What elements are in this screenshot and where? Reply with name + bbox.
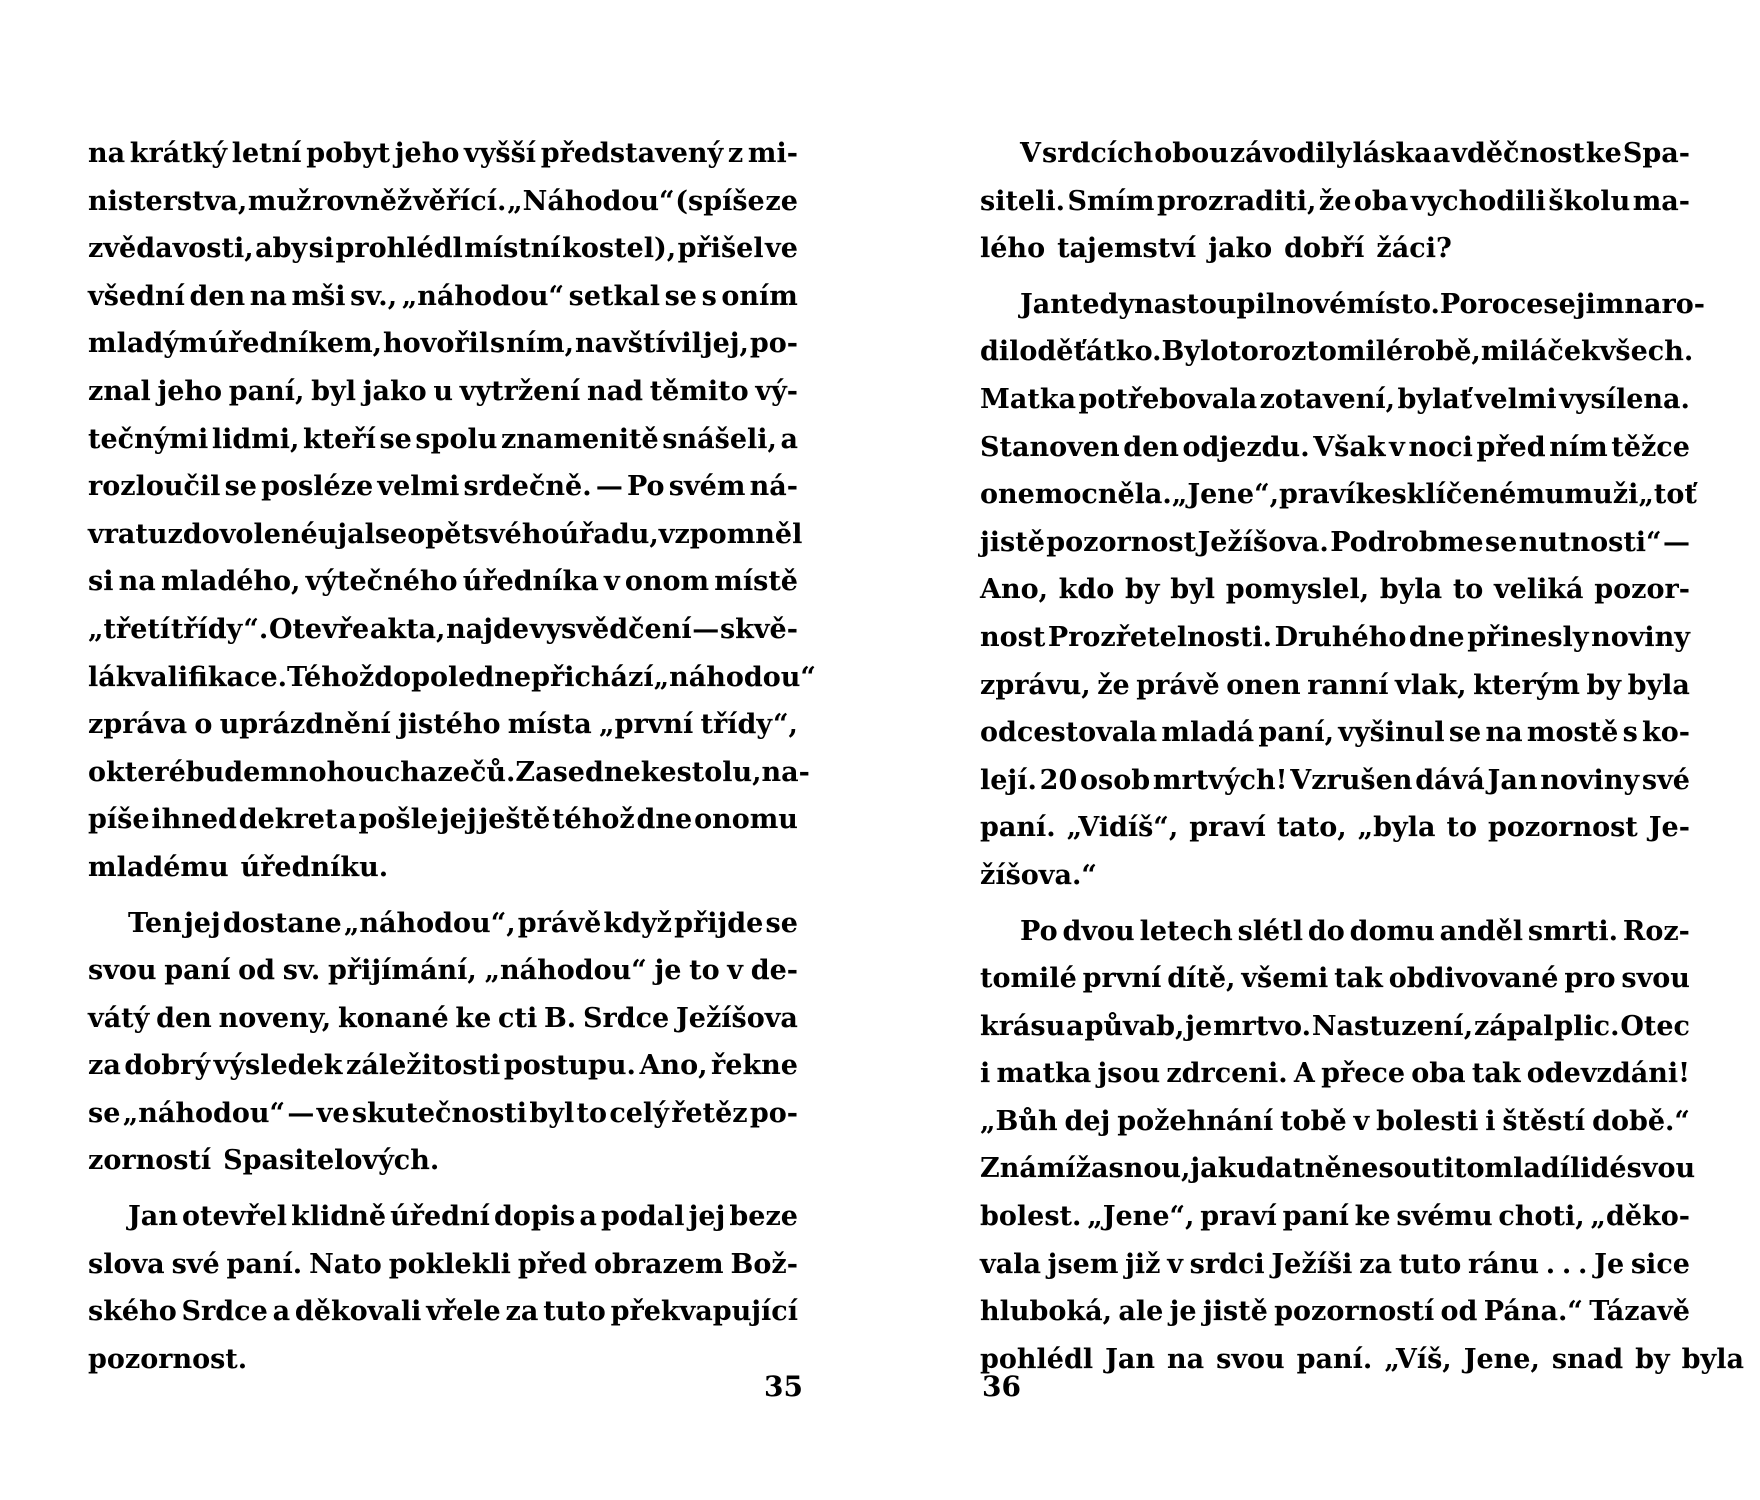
text-line: bolest. „Jene“, praví paní ke svému choti, „děko- [980,1201,1690,1233]
text-line: za dobrý výsledek záležitosti postupu. Ano, řekne [88,1050,798,1082]
text-line: rozloučil se posléze velmi srdečně. — Po svém ná- [88,471,798,503]
text-line: Jan otevřel klidně úřední dopis a podal jej beze [128,1201,798,1233]
text-line: se „náhodou“ — ve skutečnosti byl to celý řetěz po- [88,1097,798,1129]
text-line: pozornost. [88,1343,248,1375]
text-line: odcestovala mladá paní, vyšinul se na mostě s ko- [980,717,1690,749]
text-line: zpráva o uprázdnění jistého místa „první třídy“, [88,709,798,741]
paragraph [980,130,1690,273]
text-line: ského Srdce a děkovali vřele za tuto překvapující [88,1296,798,1328]
text-line: V srdcích obou závodily láska a vděčnost ke Spa- [1020,138,1690,169]
text-line: si na mladého, výtečného úředníka v onom místě [88,566,798,598]
paragraph [88,130,816,892]
text-line: lého tajemství jako dobří žáci? [980,233,1452,265]
paragraph-gap [980,273,1690,281]
left-page-number: 35 [764,1370,803,1403]
text-line: žíšova.“ [980,859,1097,891]
paragraph [980,281,1705,900]
text-line: znal jeho paní, byl jako u vytržení nad těmito vý- [88,375,798,407]
text-line: na krátký letní pobyt jeho vyšší představený z mi- [88,138,798,169]
text-line: vátý den noveny, konané ke cti B. Srdce Ježíšova [88,1002,798,1034]
text-line: lá kvalifikace. Téhož dopoledne přichází „náhodou“ [88,661,816,693]
text-line: Známí žasnou, jak udatně nesou tito mladí lidé svou [980,1153,1696,1185]
text-line: Ten jej dostane „náhodou“, právě když přijde se [128,907,798,939]
text-line: zvědavosti, aby si prohlédl místní kostel), přišel ve [88,233,798,265]
paragraph-gap [88,892,798,900]
text-line: nisterstva, muž rovněž věřící. „Náhodou“ (spíše ze [88,185,798,217]
text-line: zprávu, že právě onen ranní vlak, kterým by byla [980,669,1690,701]
text-line: nost Prozřetelnosti. Druhého dne přinesly noviny [980,621,1690,653]
text-line: krásu a půvab, je mrtvo. Nastuzení, zápal plic. Otec [980,1010,1690,1042]
text-line: mladému úředníku. [88,851,389,883]
text-line: Po dvou letech slétl do domu anděl smrti. Roz- [1020,915,1690,947]
text-line: píše ihned dekret a pošle jej ještě téhož dne onomu [88,804,798,836]
text-line: Matka potřebovala zotavení, bylať velmi vysílena. [980,383,1690,415]
text-line: i matka jsou zdrceni. A přece oba tak odevzdáni! [980,1058,1690,1090]
text-line: paní. „Vidíš“, praví tato, „byla to pozornost Je- [980,812,1690,844]
paragraph-gap [88,1185,798,1193]
text-line: dilo děťátko. Bylo to roztomilé robě, miláček všech. [980,336,1694,368]
right-page [980,130,1744,1383]
text-line: hluboká, ale je jistě pozorností od Pána.“ Tázavě [980,1296,1690,1328]
paragraph-gap [980,900,1690,908]
text-line: všední den na mši sv., „náhodou“ setkal se s oním [88,280,798,312]
text-line: onemocněla. „Jene“, praví ke sklíčenému muži „toť [980,479,1697,511]
right-page-number: 36 [982,1370,1021,1403]
text-line: vratu z dovolené ujal se opět svého úřadu, vzpomněl [88,518,803,550]
left-page [88,130,816,1383]
text-line: o které bude mnoho uchazečů. Zasedne ke stolu, na- [88,756,810,788]
text-line: svou paní od sv. přijímání, „náhodou“ je to v de- [88,955,798,987]
paragraph [88,900,798,1186]
text-line: siteli. Smím prozraditi, že oba vychodili školu ma- [980,185,1690,217]
text-line: „třetí třídy“. Otevře akta, najde vysvědčení — skvě- [88,613,798,645]
text-line: lejí. 20 osob mrtvých! Vzrušen dává Jan noviny své [980,764,1690,796]
paragraph [88,1193,798,1383]
text-line: vala jsem již v srdci Ježíši za tuto ránu . . . Je sice [980,1248,1690,1280]
text-line: tečnými lidmi, kteří se spolu znamenitě snášeli, a [88,423,798,455]
text-line: Jan tedy nastoupil nové místo. Po roce se jim naro- [1020,288,1705,320]
text-line: zorností Spasitelových. [88,1145,440,1177]
text-line: tomilé první dítě, všemi tak obdivované pro svou [980,963,1690,995]
paragraph [980,908,1744,1384]
text-line: „Bůh dej požehnání tobě v bolesti i štěstí době.“ [980,1105,1690,1137]
text-line: Stanoven den odjezdu. Však v noci před ním těžce [980,431,1690,463]
text-line: jistě pozornost Ježíšova. Podrobme se nutnosti“ — [980,526,1690,558]
text-line: Ano, kdo by byl pomyslel, byla to veliká pozor- [980,574,1690,606]
text-line: mladým úředníkem, hovořil s ním, navštívil jej, po- [88,328,798,360]
text-line: slova své paní. Nato poklekli před obrazem Bož- [88,1248,798,1280]
text-line: pohlédl Jan na svou paní. „Víš, Jene, snad by byla [980,1343,1744,1375]
